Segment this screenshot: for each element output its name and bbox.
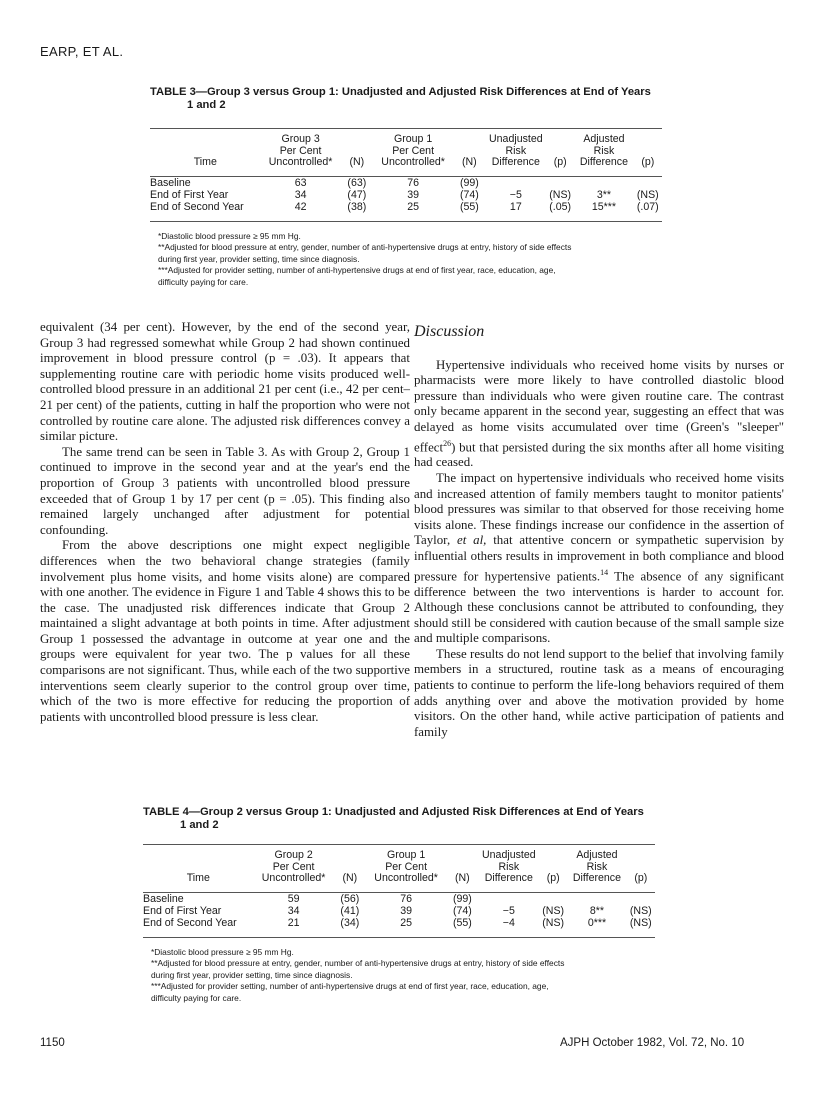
table-4-header-p1: (p) (546, 872, 560, 884)
table-4-header-unadjusted: Unadjusted Risk Difference (482, 849, 536, 884)
table-3-header-adjusted: Adjusted Risk Difference (579, 133, 628, 168)
discussion-heading: Discussion (414, 323, 485, 340)
table-4 (143, 806, 655, 1004)
table-4-caption (143, 806, 655, 832)
table-4-header-adjusted: Adjusted Risk Difference (572, 849, 621, 884)
table-4-header-n-a: (N) (342, 872, 358, 884)
table-3-header-time: Time (193, 156, 217, 168)
right-column (414, 320, 784, 740)
left-column (40, 320, 410, 725)
table-4-caption-line2: 1 and 2 (180, 819, 219, 831)
table-3-header-group-b: Group 1 Per Cent Uncontrolled* (381, 133, 445, 168)
table-3-header-p2: (p) (641, 156, 655, 168)
table-4-grid (143, 845, 655, 937)
right-paragraph-1: Hypertensive individuals who received home visits by nurses or pharmacists were more likely to have controlled diastolic blood pressure than individuals who were given routine care. The contrast only became apparent in the second year, suggesting an effect that was delayed as home visits accumulated over time (Green's "sleeper" effect$^{26}$) but that persisted during the six months after all home visiting had ceased. (414, 357, 784, 470)
table-3-header-p1: (p) (553, 156, 567, 168)
table-3-notes: *Diastolic blood pressure ≥ 95 mm Hg. **Adjusted for blood pressure at entry, gender, number of anti-hypertensive drugs at entry, history of side effects during first year, provider setting, time since diagnosis. ***Adjusted for provider setting, number of anti-hypertensive drugs at end of first year, race, education, age, difficulty paying for care. (158, 230, 572, 287)
table-3-header-unadjusted: Unadjusted Risk Difference (489, 133, 543, 168)
table-3-caption-line1: TABLE 3—Group 3 versus Group 1: Unadjusted and Adjusted Risk Differences at End of Years (150, 86, 651, 98)
table-4-notes: *Diastolic blood pressure ≥ 95 mm Hg. **Adjusted for blood pressure at entry, gender, number of anti-hypertensive drugs at entry, history of side effects during first year, provider setting, time since diagnosis. ***Adjusted for provider setting, number of anti-hypertensive drugs at end of first year, race, education, age, difficulty paying for care. (151, 946, 565, 1003)
left-paragraph-3: From the above descriptions one might expect negligible differences when the two behavioral change strategies (family involvement plus home visits, and home visits alone) are compared with one another. The evidence in Figure 1 and Table 4 shows this to be the case. The unadjusted risk differences indicate that Group 2 maintained a slight advantage at both points in time. After adjustment Group 1 possessed the advantage in outcome at year one and the groups were equivalent for year two. The p values for all these comparisons are not significant. Thus, while each of the two supportive interventions seem clearly superior to the control group over time, which of the two is more effective for reducing the proportion of patients with uncontrolled blood pressure is less clear. (40, 538, 410, 724)
table-row: Baseline 63 (63) 76 (99) (150, 176, 479, 189)
table-row: End of Second Year 21 (34) 25 (55) −4 (NS) 0*** (NS) (143, 916, 652, 929)
right-paragraph-2: The impact on hypertensive individuals who received home visits and increased attention of family members taught to monitor patients' blood pressures was similar to that observed for those receiving home visits alone. These findings increase our confidence in the assertion of Taylor, et al, that attentive concern or sympathetic supervision by influential others results in improvement in both compliance and blood pressure for hypertensive patients.$^{14}$ The absence of any significant difference between the two interventions is harder to account for. Although these conclusions cannot be attributed to confounding, they should still be considered with caution because of the small sample size and multiple comparisons. (414, 471, 785, 646)
table-3-caption (150, 86, 662, 112)
table-3-header-group-a: Group 3 Per Cent Uncontrolled* (268, 133, 333, 168)
running-head: EARP, ET AL. (40, 44, 124, 59)
table-4-header-n-b: (N) (455, 872, 470, 884)
right-paragraph-3: These results do not lend support to the belief that involving family members in a structured, routine task as a means of encouraging patients to continue to perform the life-long behaviors required of them adds anything over and above the motivation provided by home visitors. On the other hand, while active participation of patients and family (414, 646, 784, 739)
page-number: 1150 (40, 1037, 65, 1049)
table-row: End of Second Year 42 (38) 25 (55) 17 (.05) 15*** (.07) (150, 200, 659, 213)
journal-citation: AJPH October 1982, Vol. 72, No. 10 (560, 1037, 745, 1049)
table-row: End of First Year 34 (41) 39 (74) −5 (NS) 8** (NS) (143, 904, 652, 917)
table-4-header-group-b: Group 1 Per Cent Uncontrolled* (374, 849, 438, 884)
table-3-header-n-a: (N) (349, 156, 365, 168)
table-4-caption-line1: TABLE 4—Group 2 versus Group 1: Unadjusted and Adjusted Risk Differences at End of Years (143, 806, 644, 818)
table-3-header-n-b: (N) (462, 156, 477, 168)
table-3-grid (150, 129, 662, 221)
table-4-header-p2: (p) (634, 872, 648, 884)
left-paragraph-1: equivalent (34 per cent). However, by the end of the second year, Group 3 had regressed somewhat while Group 2 had shown continued improvement in blood pressure control (p = .03). It appears that supplementing routine care with periodic home visits produced well-controlled blood pressure in an additional 21 per cent (i.e., 42 per cent–21 per cent) of the patients, cutting in half the proportion who were not controlled by routine care alone. The adjusted risk differences convey a similar picture. (40, 320, 410, 444)
table-row: Baseline 59 (56) 76 (99) (143, 892, 472, 905)
table-3-caption-line2: 1 and 2 (187, 99, 226, 111)
left-paragraph-2: The same trend can be seen in Table 3. As with Group 2, Group 1 continued to improve in the second year and at the year's end the proportion of Group 3 patients with uncontrolled blood pressure exceeded that of Group 1 by 17 per cent (p = .05). This finding also remained largely unchanged after adjustment for potential confounding. (40, 444, 410, 537)
table-4-header-time: Time (186, 872, 210, 884)
table-3 (150, 86, 662, 288)
table-row: End of First Year 34 (47) 39 (74) −5 (NS) 3** (NS) (150, 188, 659, 201)
table-4-header-group-a: Group 2 Per Cent Uncontrolled* (261, 849, 326, 884)
